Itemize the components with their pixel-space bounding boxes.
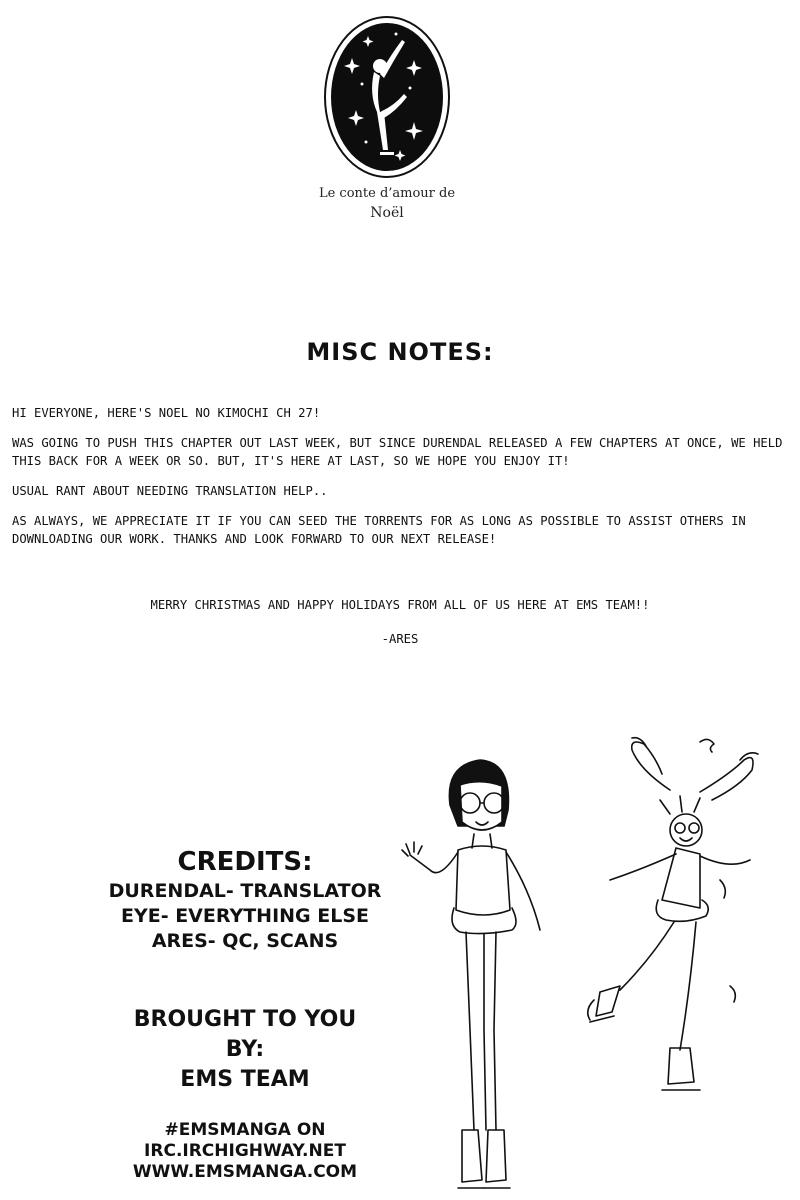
notes-paragraph: AS ALWAYS, WE APPRECIATE IT IF YOU CAN SEED THE TORRENTS FOR AS LONG AS POSSIBLE TO ASSIST OTHERS IN DOWNLOADING OUR WORK. THANKS AND LOOK FORWARD TO OUR NEXT RELEASE!	[12, 514, 746, 546]
signature: -ARES	[381, 632, 419, 646]
brought-line: EMS TEAM	[180, 1067, 310, 1092]
logo-caption-line2: Noël	[370, 205, 404, 221]
brought-line: BROUGHT TO YOU	[133, 1007, 357, 1032]
misc-notes-heading: MISC NOTES:	[306, 338, 494, 366]
irc-channel: #EMSMANGA ON	[164, 1120, 326, 1140]
brought-line: BY:	[225, 1037, 265, 1062]
credits-heading: CREDITS:	[177, 847, 313, 877]
logo-caption-line1: Le conte d’amour de	[318, 186, 456, 201]
credit-line: DURENDAL- TRANSLATOR	[108, 880, 382, 902]
skaters-illustration	[400, 730, 800, 1200]
website-url: WWW.EMSMANGA.COM	[132, 1162, 358, 1182]
credit-line: ARES- QC, SCANS	[151, 930, 339, 952]
left-skater-figure	[402, 760, 540, 1188]
irc-server: IRC.IRCHIGHWAY.NET	[144, 1141, 346, 1161]
notes-paragraph: HI EVERYONE, HERE'S NOEL NO KIMOCHI CH 27!	[12, 406, 321, 420]
credit-line: EYE- EVERYTHING ELSE	[120, 905, 370, 927]
holiday-greeting: MERRY CHRISTMAS AND HAPPY HOLIDAYS FROM ALL OF US HERE AT EMS TEAM!!	[150, 598, 650, 612]
right-skater-figure	[588, 738, 758, 1090]
notes-paragraph: USUAL RANT ABOUT NEEDING TRANSLATION HELP..	[12, 484, 328, 498]
notes-paragraph: WAS GOING TO PUSH THIS CHAPTER OUT LAST WEEK, BUT SINCE DURENDAL RELEASED A FEW CHAPTERS AT ONCE, WE HELD THIS BACK FOR A WEEK OR SO. BUT, IT'S HERE AT LAST, SO WE HOPE YOU ENJOY IT!	[12, 436, 783, 468]
skater-logo	[322, 14, 452, 180]
misc-notes-body	[12, 404, 788, 560]
